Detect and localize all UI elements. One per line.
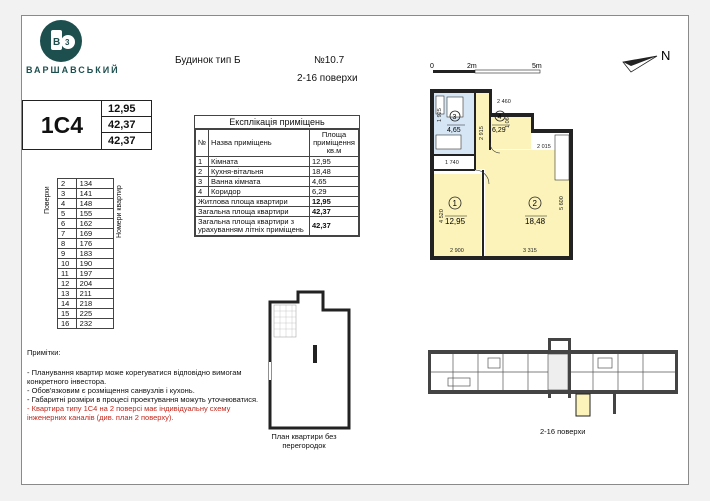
- room-name: Кімната: [209, 157, 310, 167]
- dim-room-width: 2 900: [450, 248, 464, 254]
- plan-number: №10.7: [314, 55, 345, 66]
- floor-row: [58, 249, 114, 259]
- room-number: 1: [196, 157, 209, 167]
- apartment-number: 155: [76, 209, 113, 219]
- apartment-number: 134: [76, 179, 113, 189]
- explication-title: Експлікація приміщень: [195, 116, 359, 129]
- note-item: - Планування квартир може корегуватися відповідно вимогам конкретного інвестора.: [27, 368, 242, 386]
- total-name: Житлова площа квартири: [196, 197, 310, 207]
- dim-corridor-top: 2 460: [497, 99, 511, 105]
- apartment-number: 232: [76, 319, 113, 329]
- floor-number: 11: [58, 269, 77, 279]
- floor-number: 16: [58, 319, 77, 329]
- col-area-header: Площа приміщення кв.м: [310, 130, 359, 157]
- logo-wordmark: ВАРШАВСЬКИЙ: [26, 65, 120, 75]
- scale-label-5m: 5m: [532, 63, 542, 70]
- apartment-number: 162: [76, 219, 113, 229]
- north-arrow-icon: [623, 48, 670, 72]
- room-area: 18,48: [310, 167, 359, 177]
- total-area: 42,37: [310, 217, 359, 236]
- floor-number: 10: [58, 259, 77, 269]
- explication-row: [196, 157, 359, 167]
- unit-code: 1С4: [23, 101, 102, 149]
- floor-number: 6: [58, 219, 77, 229]
- floor-number: 14: [58, 299, 77, 309]
- svg-text:18,48: 18,48: [525, 217, 546, 226]
- apartment-plan: [405, 40, 695, 265]
- room-name: Ванна кімната: [209, 177, 310, 187]
- logo-mark: [40, 20, 82, 62]
- floor-number: 9: [58, 249, 77, 259]
- svg-text:12,95: 12,95: [445, 217, 466, 226]
- living-area-value: 12,95: [102, 101, 152, 117]
- floor-plan-thumbnail: [428, 330, 678, 425]
- room-name: Кухня-вітальня: [209, 167, 310, 177]
- dim-kitchen-height: 5 600: [559, 196, 565, 210]
- svg-text:В: В: [53, 37, 61, 48]
- room-name: Коридор: [209, 187, 310, 197]
- total-area: 42,37: [310, 207, 359, 217]
- apartment-number: 225: [76, 309, 113, 319]
- svg-text:2: 2: [532, 199, 537, 208]
- explication-total-row: [196, 197, 359, 207]
- bathtub-icon: [436, 135, 461, 149]
- svg-text:4,65: 4,65: [447, 127, 461, 134]
- explication-row: [196, 187, 359, 197]
- floor-column-label: Поверхи: [44, 186, 51, 214]
- notes-list: [27, 368, 267, 404]
- svg-text:6,29: 6,29: [492, 127, 506, 134]
- floor-number: 3: [58, 189, 77, 199]
- svg-text:3: 3: [452, 114, 457, 121]
- svg-text:4: 4: [497, 114, 502, 121]
- room-number: 4: [196, 187, 209, 197]
- floor-row: [58, 179, 114, 189]
- building-type: Будинок тип Б: [175, 55, 241, 66]
- svg-text:1: 1: [452, 199, 457, 208]
- room-area: 12,95: [310, 157, 359, 167]
- floor-number: 8: [58, 239, 77, 249]
- apartment-number: 148: [76, 199, 113, 209]
- dim-step-height: 1 060: [505, 114, 511, 128]
- floor-number: 5: [58, 209, 77, 219]
- room-number: 2: [196, 167, 209, 177]
- unit-code-box: [22, 100, 152, 150]
- floor-row: [58, 199, 114, 209]
- note-item: - Габаритні розміри в процесі проектування можуть уточнюватися.: [27, 395, 259, 404]
- floor-row: [58, 289, 114, 299]
- unit-area-list: [102, 101, 152, 149]
- scale-label-0: 0: [430, 63, 434, 70]
- dim-bath-height: 1 925: [437, 108, 443, 122]
- kitchen-counter-icon: [555, 135, 569, 180]
- notes-title: Примітки:: [27, 348, 61, 357]
- total-area: 12,95: [310, 197, 359, 207]
- dim-kitchen-top: 2 015: [537, 144, 551, 150]
- logo-icon: [40, 20, 82, 62]
- apartment-number: 197: [76, 269, 113, 279]
- plan-without-partitions: [265, 290, 355, 430]
- north-label: N: [661, 48, 671, 63]
- floor-range: 2-16 поверхи: [297, 73, 358, 84]
- apartment-number: 169: [76, 229, 113, 239]
- total-name: Загальна площа квартири: [196, 207, 310, 217]
- floors-grid: [57, 178, 114, 329]
- floor-number: 2: [58, 179, 77, 189]
- apartment-column-label: Номери квартир: [116, 185, 123, 238]
- floor-row: [58, 239, 114, 249]
- explication-row: [196, 177, 359, 187]
- floor-row: [58, 269, 114, 279]
- floor-row: [58, 219, 114, 229]
- room-number: 3: [196, 177, 209, 187]
- apartment-number: 211: [76, 289, 113, 299]
- dim-bath-width: 1 740: [445, 160, 459, 166]
- scale-label-2m: 2m: [467, 63, 477, 70]
- floor-number: 15: [58, 309, 77, 319]
- floor-row: [58, 189, 114, 199]
- floor-number: 12: [58, 279, 77, 289]
- floor-number: 13: [58, 289, 77, 299]
- room-area: 6,29: [310, 187, 359, 197]
- explication-table: [194, 115, 360, 237]
- apartment-number: 183: [76, 249, 113, 259]
- col-name-header: Назва приміщень: [209, 130, 310, 157]
- total-area-value: 42,37: [102, 117, 152, 133]
- svg-text:3: 3: [65, 38, 70, 47]
- col-no-header: №: [196, 130, 209, 157]
- apartment-number: 176: [76, 239, 113, 249]
- scale-bar: [430, 63, 542, 73]
- apartment-number: 218: [76, 299, 113, 309]
- floor-number: 4: [58, 199, 77, 209]
- caption-floor-plan: 2-16 поверхи: [540, 427, 586, 436]
- floor-row: [58, 229, 114, 239]
- floor-row: [58, 319, 114, 329]
- highlighted-unit: [576, 394, 590, 416]
- apartment-number: 204: [76, 279, 113, 289]
- explication-total-row: [196, 217, 359, 236]
- caption-no-partitions: План квартири без перегородок: [271, 432, 337, 450]
- apartment-number: 141: [76, 189, 113, 199]
- note-item: - Обов'язковим є розміщення санвузлів і кухонь.: [27, 386, 195, 395]
- floor-row: [58, 279, 114, 289]
- dim-room-height: 4 520: [439, 209, 445, 223]
- floor-row: [58, 259, 114, 269]
- notes-section: [27, 348, 267, 422]
- floor-row: [58, 209, 114, 219]
- total-area-summer-value: 42,37: [108, 135, 136, 147]
- apartment-number: 190: [76, 259, 113, 269]
- dim-kitchen-width: 3 315: [523, 248, 537, 254]
- dim-corridor-height: 2 915: [479, 126, 485, 140]
- floor-number: 7: [58, 229, 77, 239]
- floor-row: [58, 299, 114, 309]
- explication-total-row: [196, 207, 359, 217]
- room-area: 4,65: [310, 177, 359, 187]
- explication-row: [196, 167, 359, 177]
- total-name: Загальна площа квартири з урахуванням літніх приміщень: [196, 217, 310, 236]
- notes-warning: - Квартира типу 1С4 на 2 поверсі має індивідуальну схему інженерних каналів (див. план 2 поверху).: [27, 404, 231, 422]
- floor-row: [58, 309, 114, 319]
